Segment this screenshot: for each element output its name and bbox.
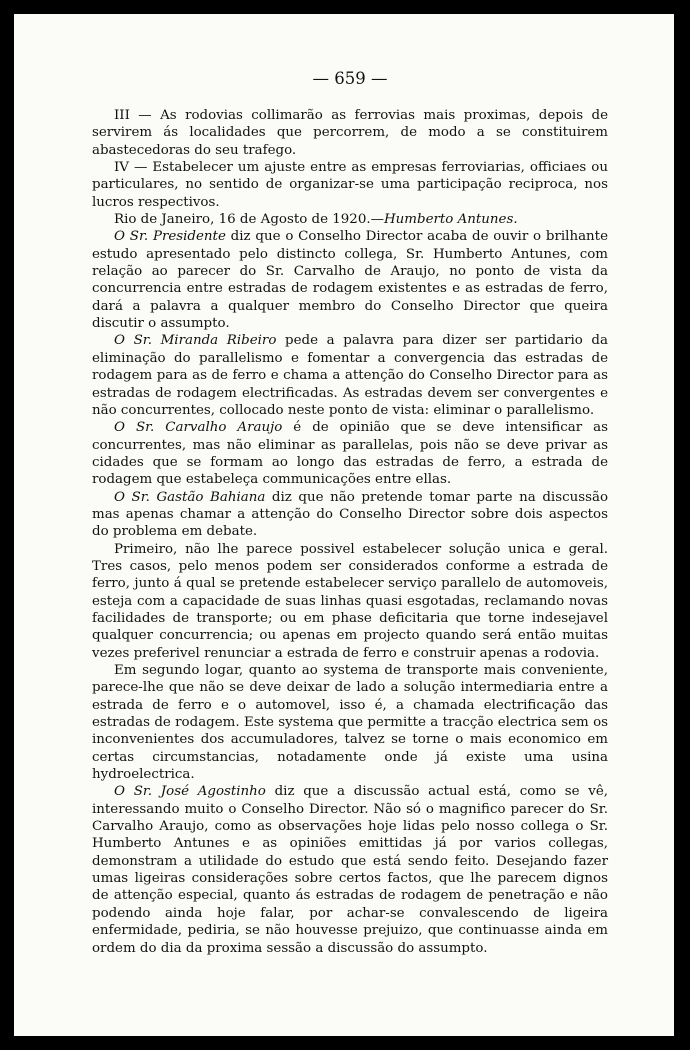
paragraph-presidente: [92, 228, 608, 332]
paragraph-segundo-logar: [92, 662, 608, 783]
paragraph-text: diz que o Conselho Director acaba de ouvir o brilhante estudo apresentado pelo distincto collega, Sr. Humberto Antunes, com relação ao parecer do Sr. Carvalho de Araujo, no ponto de vista da concurrencia entre estradas de rodagem existentes e as estradas de ferro, dará a palavra a qualquer membro do Conselho Director que queira discutir o assumpto.: [92, 229, 608, 332]
paragraph-gastao-bahiana: [92, 489, 608, 541]
item-iv: IV — Estabelecer um ajuste entre as empresas ferroviarias, officiaes ou particulares, no sentido de organizar-se uma participação reciproca, nos lucros respectivos.: [92, 160, 608, 210]
paragraph-text: diz que não pretende tomar parte na discussão mas apenas chamar a attenção do Conselho Director sobre dois aspectos do problema em debate.: [92, 489, 609, 540]
document-page: [14, 14, 674, 1036]
speaker-name: O Sr. Presidente: [114, 229, 226, 245]
paragraph-text: Em segundo logar, quanto ao systema de transporte mais conveniente, parece-lhe que não se deve deixar de lado a solução intermediaria entre a estrada de ferro e o automovel, isso é, a chamada electrificação das estradas de rodagem. Este systema que permitte a tracção electrica sem os inconvenientes dos accumuladores, talvez se torne o mais economico em certas circumstancias, notadamente onde já existe uma usina hydroelectrica.: [92, 663, 608, 783]
date-text: Rio de Janeiro, 16 de Agosto de 1920.—: [114, 212, 384, 228]
speaker-name: O Sr. Gastão Bahiana: [114, 489, 266, 505]
paragraph-primeiro: [92, 541, 608, 662]
paragraph-text: pede a palavra para dizer ser partidario da eliminação do parallelismo e fomentar a convergencia das estradas de rodagem para as de ferro e chama a attenção do Conselho Director para as estradas de rodagem electrificadas. As estradas devem ser convergentes e não concurrentes, collocado neste ponto de vista: eliminar o parallelismo.: [92, 333, 608, 418]
paragraph-text: é de opinião que se deve intensificar as concurrentes, mas não eliminar as parallelas, pois não se deve privar as cidades que se formam ao longo das estradas de ferro, a estrada de rodagem que estabeleça communicações entre ellas.: [92, 420, 608, 488]
paragraph-miranda-ribeiro: [92, 332, 608, 419]
signature: Humberto Antunes.: [384, 212, 518, 228]
date-line: [92, 211, 608, 228]
item-iii: III — As rodovias collimarão as ferrovias mais proximas, depois de servirem ás localidades que percorrem, de modo a se constituirem abastecedoras do seu trafego.: [92, 108, 608, 158]
page-content: [92, 68, 608, 957]
paragraph-jose-agostinho: [92, 783, 608, 956]
page-number: — 659 —: [312, 69, 388, 88]
speaker-name: O Sr. Carvalho Araujo: [114, 420, 283, 436]
speaker-name: O Sr. José Agostinho: [114, 784, 266, 800]
paragraph-text: Primeiro, não lhe parece possivel estabelecer solução unica e geral. Tres casos, pelo menos podem ser considerados conforme a estrada de ferro, junto á qual se pretende estabelecer serviço parallelo de automoveis, esteja com a capacidade de suas linhas quasi esgotadas, reclamando novas facilidades de transporte; ou em phase deficitaria que torne indesejavel qualquer concurrencia; ou apenas em projecto quando será então muitas vezes preferivel renunciar a estrada de ferro e construir apenas a rodovia.: [92, 541, 608, 661]
paragraph-text: diz que a discussão actual está, como se vê, interessando muito o Conselho Director. Não só o magnifico parecer do Sr. Carvalho Araujo, como as observações hoje lidas pelo nosso collega o Sr. Humberto Antunes e as opiniões emittidas já por varios collegas, demonstram a utilidade do estudo que está sendo feito. Desejando fazer umas ligeiras considerações sobre certos factos, que lhe parecem dignos de attenção especial, quanto ás estradas de rodagem de penetração e não podendo ainda hoje falar, por achar-se convalescendo de ligeira enfermidade, pediria, se não houvesse prejuizo, que continuasse ainda em ordem do dia da proxima sessão a discussão do assumpto.: [92, 784, 609, 956]
speaker-name: O Sr. Miranda Ribeiro: [114, 333, 277, 349]
paragraph-carvalho-araujo: [92, 419, 608, 488]
